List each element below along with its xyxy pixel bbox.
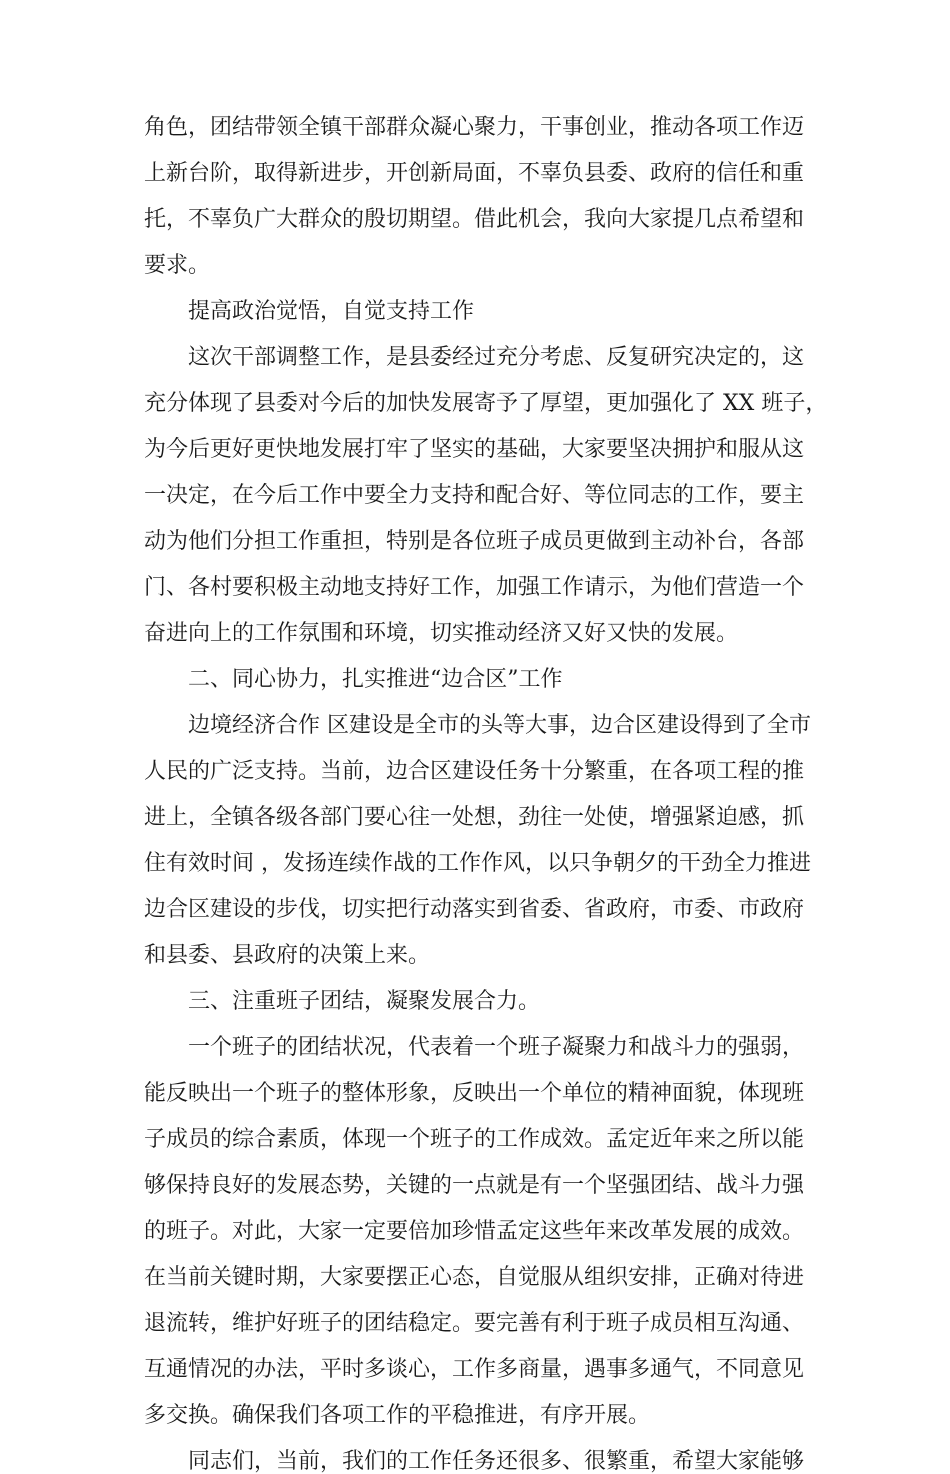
text-line: 退流转，维护好班子的团结稳定。要完善有利于班子成员相互沟通、 — [144, 1311, 805, 1336]
section-heading: 提高政治觉悟，自觉支持工作 — [188, 299, 475, 324]
text-line: 和县委、县政府的决策上来。 — [144, 943, 431, 968]
text-line: 要求。 — [144, 253, 211, 278]
text-line: 动为他们分担工作重担，特别是各位班子成员更做到主动补台，各部 — [144, 529, 805, 554]
text-line: 人民的广泛支持。当前，边合区建设任务十分繁重，在各项工程的推 — [144, 759, 805, 784]
text-line: 奋进向上的工作氛围和环境，切实推动经济又好又快的发展。 — [144, 621, 739, 646]
text-line: 一决定，在今后工作中要全力支持和配合好、等位同志的工作，要主 — [144, 483, 805, 508]
paragraph-start: 一个班子的团结状况，代表着一个班子凝聚力和战斗力的强弱， — [188, 1035, 805, 1060]
text-line: 的班子。对此，大家一定要倍加珍惜孟定这些年来改革发展的成效。 — [144, 1219, 805, 1244]
text-line: 进上，全镇各级各部门要心往一处想，劲往一处使，增强紧迫感，抓 — [144, 805, 805, 830]
text-line: 够保持良好的发展态势，关键的一点就是有一个坚强团结、战斗力强 — [144, 1173, 805, 1198]
text-line: 多交换。确保我们各项工作的平稳推进，有序开展。 — [144, 1403, 651, 1428]
text-line: 门、各村要积极主动地支持好工作，加强工作请示，为他们营造一个 — [144, 575, 805, 600]
text-line: 为今后更好更快地发展打牢了坚实的基础，大家要坚决拥护和服从这 — [144, 437, 805, 462]
paragraph-start: 边境经济合作 区建设是全市的头等大事，边合区建设得到了全市 — [188, 713, 811, 738]
text-line: 子成员的综合素质，体现一个班子的工作成效。孟定近年来之所以能 — [144, 1127, 805, 1152]
text-line: 托，不辜负广大群众的殷切期望。借此机会，我向大家提几点希望和 — [144, 207, 805, 232]
text-line: 住有效时间 ，发扬连续作战的工作作风，以只争朝夕的干劲全力推进 — [144, 851, 811, 876]
text-line: 互通情况的办法，平时多谈心，工作多商量，遇事多通气，不同意见 — [144, 1357, 805, 1382]
text-line: 角色，团结带领全镇干部群众凝心聚力，干事创业，推动各项工作迈 — [144, 115, 805, 140]
text-line: 在当前关键时期，大家要摆正心态，自觉服从组织安排，正确对待进 — [144, 1265, 805, 1290]
section-heading: 三、注重班子团结，凝聚发展合力。 — [188, 989, 541, 1014]
text-line: 上新台阶，取得新进步，开创新局面，不辜负县委、政府的信任和重 — [144, 161, 805, 186]
text-line: 充分体现了县委对今后的加快发展寄予了厚望，更加强化了 XX 班子， — [144, 391, 828, 416]
text-line: 能反映出一个班子的整体形象，反映出一个单位的精神面貌，体现班 — [144, 1081, 805, 1106]
section-heading: 二、同心协力，扎实推进“边合区”工作 — [188, 667, 563, 692]
paragraph-start: 同志们，当前，我们的工作任务还很多、很繁重，希望大家能够 — [188, 1449, 805, 1474]
paragraph-start: 这次干部调整工作，是县委经过充分考虑、反复研究决定的，这 — [188, 345, 805, 370]
text-line: 边合区建设的步伐，切实把行动落实到省委、省政府，市委、市政府 — [144, 897, 805, 922]
